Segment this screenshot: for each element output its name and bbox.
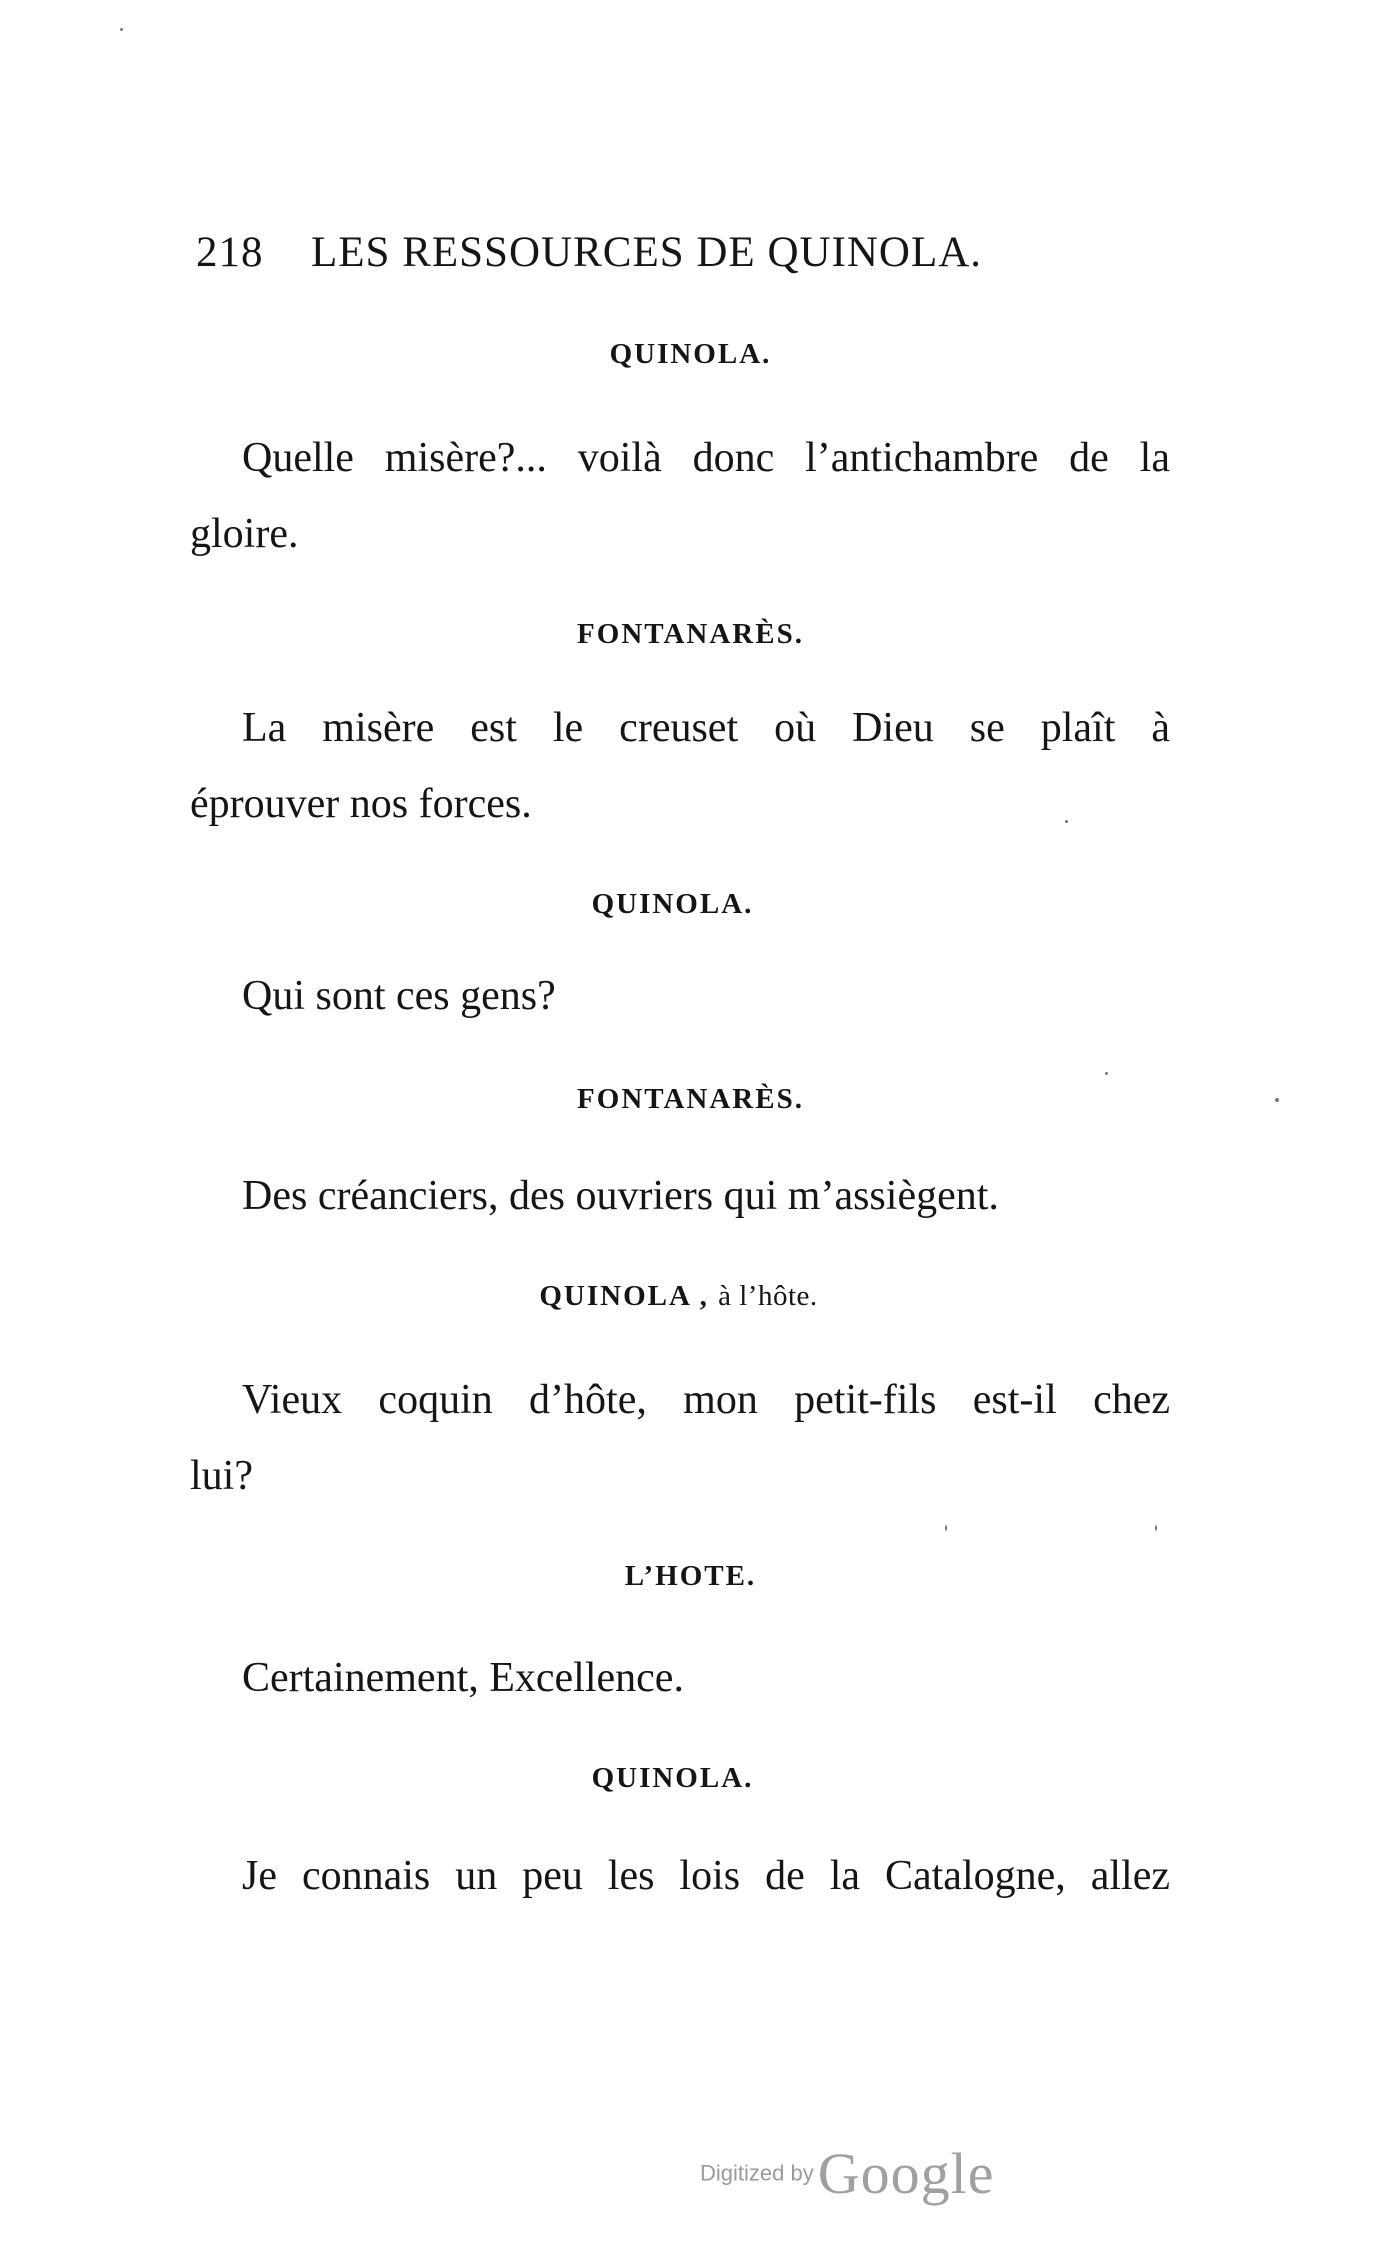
speaker-label: L’HOTE. bbox=[624, 1560, 757, 1592]
speech-line: Je connais un peu les lois de la Catalogne, allez bbox=[242, 1853, 1170, 1899]
speech-line: éprouver nos forces. bbox=[190, 781, 532, 827]
speaker-label: QUINOLA , bbox=[539, 1280, 709, 1312]
scan-speck bbox=[1275, 1098, 1279, 1102]
speech-paragraph bbox=[190, 1640, 1170, 1716]
scan-speck bbox=[1155, 1525, 1157, 1531]
speaker-name bbox=[0, 888, 1363, 921]
speech-paragraph bbox=[190, 1158, 1170, 1234]
speech-line: lui? bbox=[190, 1453, 253, 1499]
speech-line: Des créanciers, des ouvriers qui m’assiègent. bbox=[242, 1173, 999, 1219]
speaker-label: FONTANARÈS. bbox=[577, 1083, 804, 1115]
speech-line: Certainement, Excellence. bbox=[242, 1655, 684, 1701]
speech-line: Vieux coquin d’hôte, mon petit-fils est-il chez bbox=[242, 1377, 1170, 1423]
speaker-name bbox=[0, 338, 1381, 371]
speech-paragraph bbox=[190, 1838, 1170, 1914]
scan-speck bbox=[1065, 820, 1068, 823]
speaker-name bbox=[0, 1762, 1363, 1795]
running-header bbox=[196, 223, 1016, 283]
speech-line: gloire. bbox=[190, 511, 299, 557]
scan-speck bbox=[1105, 1072, 1108, 1075]
speech-paragraph bbox=[190, 690, 1170, 842]
speech-line: Qui sont ces gens? bbox=[242, 973, 556, 1019]
google-logo: Google bbox=[817, 2141, 995, 2206]
speaker-label: QUINOLA. bbox=[609, 338, 772, 370]
speaker-name bbox=[0, 1280, 1369, 1313]
speaker-label: QUINOLA. bbox=[591, 888, 754, 920]
speech-line: Quelle misère?... voilà donc l’antichambre de la bbox=[242, 435, 1170, 481]
scan-speck bbox=[945, 1525, 947, 1531]
speech-line: La misère est le creuset où Dieu se plaît à bbox=[242, 705, 1170, 751]
speaker-label: QUINOLA. bbox=[591, 1762, 754, 1794]
speech-paragraph bbox=[190, 958, 1170, 1034]
speaker-name bbox=[0, 618, 1381, 651]
speaker-name bbox=[0, 1083, 1381, 1116]
stage-direction: à l’hôte. bbox=[718, 1280, 818, 1312]
speaker-label: FONTANARÈS. bbox=[577, 618, 804, 650]
speaker-name bbox=[0, 1560, 1381, 1593]
running-title: LES RESSOURCES DE QUINOLA. bbox=[311, 229, 983, 276]
scan-speck bbox=[120, 28, 123, 31]
speech-paragraph bbox=[190, 1362, 1170, 1514]
page-number: 218 bbox=[196, 229, 264, 276]
digitized-by-google-stamp bbox=[700, 2140, 994, 2207]
digitized-label: Digitized by bbox=[700, 2160, 814, 2186]
speech-paragraph bbox=[190, 420, 1170, 572]
